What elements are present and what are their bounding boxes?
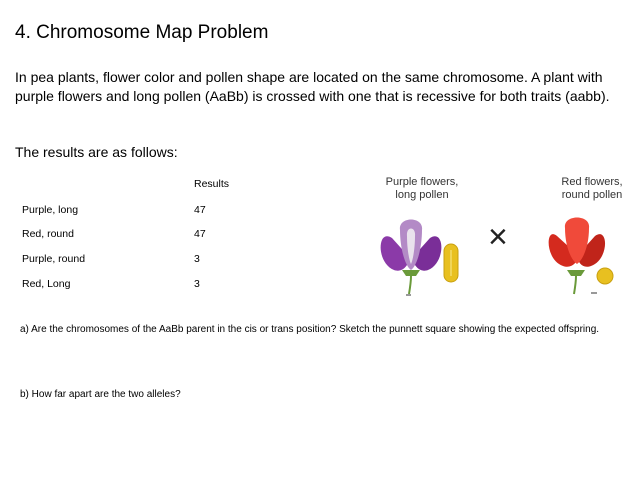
row-label-red-round: Red, round: [22, 228, 74, 240]
row-value-purple-long: 47: [194, 204, 206, 216]
red-stem-mark: [591, 292, 597, 294]
cross-symbol: ×: [488, 218, 508, 256]
right-caption-line-1: Red flowers,: [561, 176, 623, 188]
left-caption-line-1: Purple flowers,: [385, 176, 459, 188]
question-b: b) How far apart are the two alleles?: [20, 389, 181, 400]
row-label-purple-long: Purple, long: [22, 204, 79, 216]
flower-stem: [409, 276, 411, 294]
round-pollen-grain: [597, 268, 613, 284]
page-title: 4. Chromosome Map Problem: [15, 22, 269, 43]
red-flower-image: [545, 208, 635, 298]
left-caption-line-2: long pollen: [395, 189, 449, 201]
row-value-purple-round: 3: [194, 253, 200, 265]
right-caption: [552, 176, 632, 202]
results-header: Results: [194, 178, 230, 190]
red-flower-sepal: [567, 270, 585, 276]
row-label-purple-round: Purple, round: [22, 253, 86, 265]
purple-flower-image: [372, 208, 472, 298]
left-caption: [372, 176, 472, 202]
row-label-red-long: Red, Long: [22, 278, 71, 290]
stem-mark: [406, 294, 411, 296]
right-caption-line-2: round pollen: [561, 189, 623, 201]
flower-sepal: [402, 270, 420, 276]
row-value-red-long: 3: [194, 278, 200, 290]
results-lead: The results are as follows:: [15, 144, 178, 160]
problem-intro: In pea plants, flower color and pollen shape are located on the same chromosome. A plant with purple flowers and long pollen (AaBb) is crossed with one that is recessive for both traits (aabb).: [15, 69, 610, 104]
red-flower-stem: [574, 276, 576, 294]
row-value-red-round: 47: [194, 228, 206, 240]
question-a: a) Are the chromosomes of the AaBb parent in the cis or trans position? Sketch the punnett square showing the expected offspring.: [20, 324, 600, 335]
